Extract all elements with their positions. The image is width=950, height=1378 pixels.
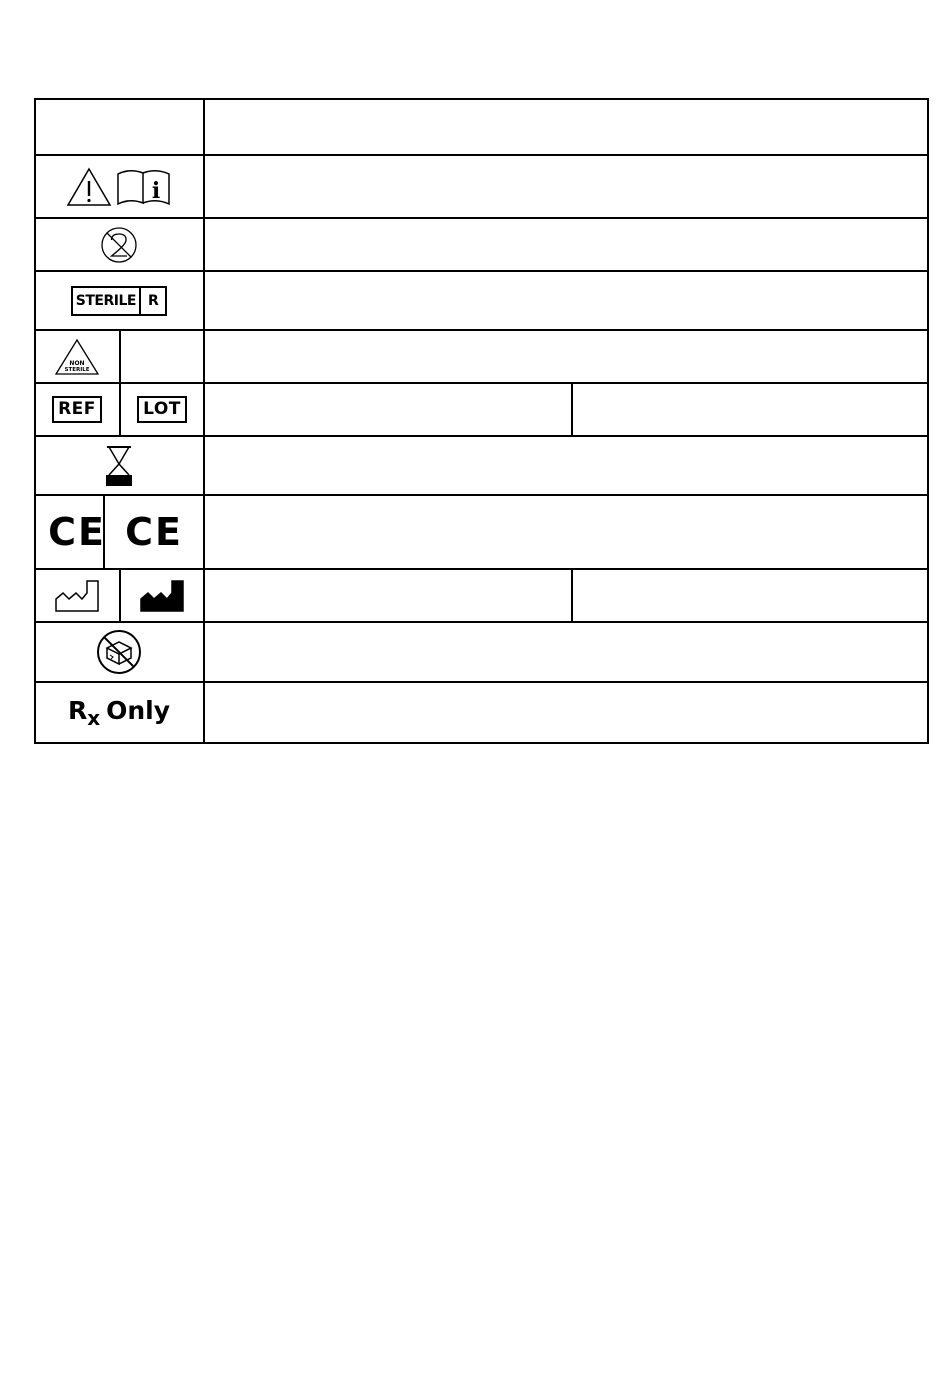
ce-mark: CE (48, 510, 106, 554)
damaged-package-description (204, 622, 929, 682)
lot-description (572, 383, 929, 436)
manufacturer-icon (139, 579, 185, 613)
sterile-r-description (204, 271, 929, 330)
ref-label: REF (52, 396, 102, 423)
do-not-use-if-damaged-icon (95, 628, 143, 676)
hourglass-icon (105, 445, 133, 487)
only-text: Only (106, 696, 171, 725)
symbols-table (34, 98, 929, 744)
caution-ifu-description (204, 155, 929, 218)
single-use-symbol (34, 218, 204, 271)
non-text: NON (69, 359, 85, 367)
non-sterile-text: STERILE (64, 366, 90, 373)
header-symbol-cell (34, 98, 204, 155)
rx-only-description (204, 682, 929, 744)
sterile-text: STERILE (75, 292, 136, 309)
date-of-manufacture-icon (54, 579, 100, 613)
manufacturer-symbol (120, 569, 204, 622)
caution-triangle-icon (66, 166, 112, 208)
rx-subscript: x (87, 706, 101, 730)
rx-only-label (68, 696, 170, 730)
rx-only-symbol (34, 682, 204, 744)
non-sterile-triangle-icon (54, 338, 100, 376)
ce-mark-description (204, 495, 929, 569)
single-use-description (204, 218, 929, 271)
ce-mark: CE (125, 510, 183, 554)
sterile-method-text: R (139, 288, 165, 314)
info-letter: i (151, 177, 161, 204)
do-not-reuse-icon (99, 225, 139, 265)
consult-instructions-icon (116, 168, 172, 206)
damaged-package-symbol (34, 622, 204, 682)
non-sterile-empty-cell (120, 330, 204, 383)
manufacture-date-symbol (34, 569, 120, 622)
ref-description (204, 383, 572, 436)
use-by-symbol (34, 436, 204, 495)
caution-ifu-symbols (34, 155, 204, 218)
non-sterile-description (204, 330, 929, 383)
header-description-cell (204, 98, 929, 155)
ref-symbol (34, 383, 120, 436)
sterile-r-symbol (34, 271, 204, 330)
rx-letter: R (67, 696, 88, 725)
lot-label: LOT (137, 396, 187, 423)
ce-mark-symbol-2 (104, 495, 204, 569)
non-sterile-symbol (34, 330, 120, 383)
use-by-description (204, 436, 929, 495)
manufacture-date-description (204, 569, 572, 622)
lot-symbol (120, 383, 204, 436)
sterile-r-label (71, 286, 167, 316)
manufacturer-description (572, 569, 929, 622)
